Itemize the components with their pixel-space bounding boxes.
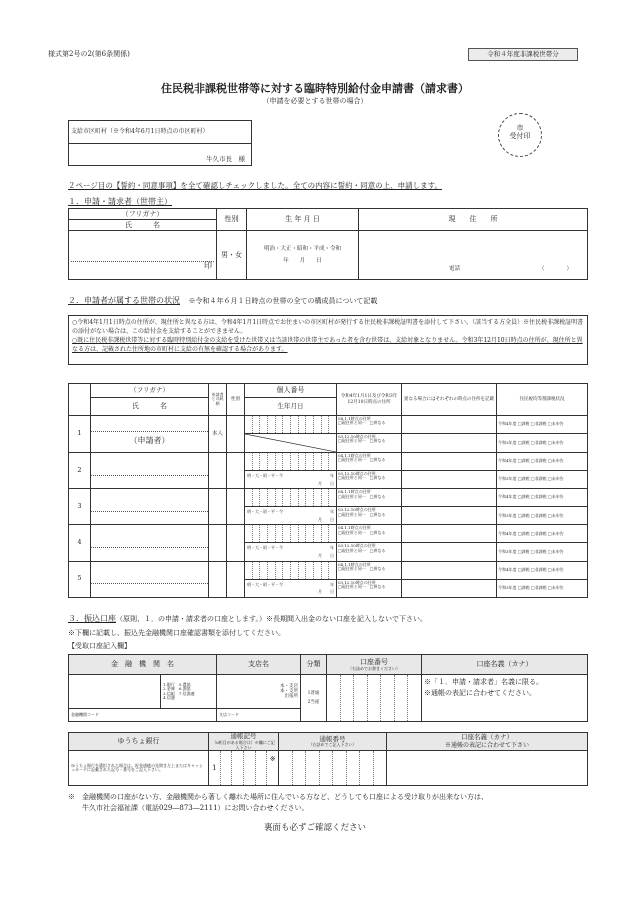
page-subtitle: （申請を必要とする世帯の場合）: [262, 97, 368, 105]
stamp-line-2: 受付印: [509, 132, 531, 141]
account-type-header: 分類: [301, 655, 327, 675]
household-table: [68, 383, 588, 598]
yucho-symbol-prefix: 1: [209, 751, 221, 785]
addr-r4-same[interactable]: □現住所と同一 □異なる: [338, 457, 386, 463]
tax-r3-opts[interactable]: □課税 □非課税: [517, 512, 547, 518]
address-r4-cell[interactable]: [337, 489, 497, 507]
birth-cell[interactable]: [245, 579, 337, 597]
tax-r4-unfiled[interactable]: □未申告: [547, 458, 564, 464]
acct-header-sub: （右詰めでお書きください）: [348, 665, 400, 671]
md-label: 月 日: [318, 480, 334, 486]
col-furigana: （フリガナ）: [91, 384, 209, 398]
tax-r3-cell[interactable]: [497, 471, 588, 489]
tax-r4-opts[interactable]: □課税 □非課税: [517, 458, 547, 464]
yucho-holder-label: 口座名義（カナ）: [461, 733, 513, 742]
section3-heading-row: [68, 614, 598, 624]
addr-r3-label: 03.12.10時点の住所: [338, 543, 376, 549]
member-relation[interactable]: [209, 525, 227, 561]
account-number-input[interactable]: [327, 675, 422, 722]
confirmation-text: ２ページ目の【誓約・同意事項】を全て確認しチェックしました。全ての内容に誓約・同意の上、申請します。: [68, 181, 443, 190]
my-number-cell[interactable]: [245, 453, 337, 471]
addr-r4-same[interactable]: □現住所と同一 □異なる: [338, 420, 386, 426]
member-name-cell[interactable]: [91, 525, 209, 561]
footer-note-line-2: 牛久市社会福祉課（電話029―873―2111）にお問い合わせください。: [82, 803, 309, 812]
col-mynumber: 個人番号: [245, 384, 337, 398]
addr-r4-same[interactable]: □現住所と同一 □異なる: [338, 529, 386, 535]
member-name-cell[interactable]: [91, 416, 209, 453]
yucho-number-header: [279, 733, 387, 751]
addr-r3-same[interactable]: □現住所と同一 □異なる: [338, 547, 386, 553]
tax-r4-cell[interactable]: [497, 416, 588, 434]
yucho-symbol-input[interactable]: [209, 751, 279, 786]
tax-r4-unfiled[interactable]: □未申告: [547, 530, 564, 536]
era-options: 明・大・昭・平・令: [247, 473, 283, 478]
addr-r3-same[interactable]: □現住所と同一 □異なる: [338, 511, 386, 517]
yucho-holder-sub: ※通帳の表記に合わせて下さい: [444, 741, 529, 749]
birth-cell[interactable]: [245, 543, 337, 561]
addr-r3-label: 03.12.10時点の住所: [338, 579, 376, 585]
birth-header: 生 年 月 日: [247, 209, 359, 231]
addr-r3-same[interactable]: □現住所と同一 □異なる: [338, 438, 386, 444]
section3-heading: ３．振込口座: [68, 614, 116, 623]
tax-r4-opts[interactable]: □課税 □非課税: [517, 566, 547, 572]
addr-r4-label: 04.1.1時点の住所: [338, 489, 371, 495]
row-number: 3: [69, 489, 91, 525]
birth-cell[interactable]: [245, 507, 337, 525]
applicant-marker: （申請者）: [129, 436, 170, 446]
yucho-holder-header: [387, 733, 588, 751]
account-box-label: 【受取口座記入欄】: [68, 642, 131, 650]
municipality-label: 支給市区町村（※令和4年6月1日時点の市区町村）: [69, 121, 251, 144]
name-header: 氏 名: [69, 220, 217, 231]
yucho-symbol-sub: （6桁目がある場合は）※欄にご記入下さい: [212, 740, 275, 750]
page-title: 住民税非課税世帯等に対する臨時特別給付金申請書（請求書）: [161, 82, 469, 95]
addr-r3-same[interactable]: □現住所と同一 □異なる: [338, 475, 386, 481]
section2-heading: ２．申請者が属する世帯の状況: [68, 296, 180, 305]
row-number: 5: [69, 561, 91, 597]
tax-r4-unfiled[interactable]: □未申告: [547, 566, 564, 572]
tax-r3-label: 令和3年度: [498, 512, 517, 518]
member-relation[interactable]: [209, 561, 227, 597]
branch-type-options[interactable]: 本・支店 本・支所 出張所: [217, 675, 301, 709]
yucho-table: [68, 732, 588, 786]
fiscal-year-badge: 令和４年度非課税世帯分: [468, 48, 578, 61]
bank-code-input[interactable]: 金融機関コード: [69, 709, 217, 722]
era-options: 明・大・昭・平・令: [247, 581, 283, 587]
addr-r3-label: 03.12.10時点の住所: [338, 434, 376, 439]
col-address: 令和4年1月1日及び令和3年12月10日時点の住所: [337, 384, 402, 416]
bank-name-header: 金 融 機 関 名: [69, 655, 217, 675]
reception-stamp: [498, 113, 542, 157]
addr-r4-label: 04.1.1時点の住所: [338, 453, 371, 458]
yucho-holder-input[interactable]: [387, 751, 588, 786]
addr-r4-same[interactable]: □現住所と同一 □異なる: [338, 565, 386, 571]
year-label: 年: [330, 545, 334, 551]
bank-name-input[interactable]: [69, 675, 161, 709]
tax-r4-cell[interactable]: [497, 453, 588, 471]
tax-r3-unfiled[interactable]: □未申告: [547, 548, 564, 554]
md-label: 月 日: [318, 589, 334, 595]
md-label: 月 日: [318, 552, 334, 558]
tax-r4-unfiled[interactable]: □未申告: [547, 421, 564, 427]
member-sex[interactable]: [227, 489, 245, 525]
era-options: 明・大・昭・平・令: [247, 545, 283, 551]
tax-r3-opts[interactable]: □課税 □非課税: [517, 439, 547, 445]
applicant-table: [68, 208, 588, 280]
my-number-cell[interactable]: [245, 525, 337, 543]
tax-r3-cell[interactable]: [497, 543, 588, 561]
section2-info-box: [68, 315, 588, 365]
info-paragraph-1: ○令和4年1月1日時点の住所が、現住所と異なる方は、令和4年1月1日時点でお住まいの市区町村が発行する住民税非課税証明書を添付して下さい。（該当する方全員）※住民税非課税証明書の添付がない場合は、この給付金を支給することができません。: [72, 319, 584, 335]
row-number: 4: [69, 525, 91, 561]
holder-note-1: ※「１．申請・請求者」名義に限る。: [424, 678, 543, 686]
tax-r3-label: 令和3年度: [498, 476, 517, 482]
row-number: 1: [69, 416, 91, 453]
stamp-line-1: 市: [516, 124, 524, 132]
addr-r4-label: 04.1.1時点の住所: [338, 525, 371, 531]
yucho-number-input[interactable]: [279, 751, 387, 786]
bank-type-options[interactable]: 1.銀行 5.農協 2.金庫 6.漁協 3.信組 7.信漁連 4.信連: [161, 675, 217, 709]
md-label: 月 日: [318, 516, 334, 522]
tax-r4-cell[interactable]: [497, 561, 588, 579]
member-sex[interactable]: [227, 416, 245, 453]
section3-heading-rest: （原則、１．の申請・請求者の口座とします。）※長期間入出金のない口座を記入しないで下さい。: [116, 615, 427, 623]
footer-note-line-1: ※ 金融機関の口座がない方、金融機関から著しく離れた場所に住んでいる方など、どうしても口座による受け取りが出来ない方は、: [68, 793, 488, 801]
applicant-furigana-line: [71, 248, 214, 262]
birth-cell[interactable]: [245, 471, 337, 489]
birth-na-slash: [245, 434, 336, 452]
addr-r4-same[interactable]: □現住所と同一 □異なる: [338, 493, 386, 499]
tax-r4-label: 令和4年度: [498, 494, 517, 500]
tax-r3-opts[interactable]: □課税 □非課税: [517, 476, 547, 482]
address-r4-cell[interactable]: [337, 525, 497, 543]
my-number-cell[interactable]: [245, 489, 337, 507]
birth-cell[interactable]: [247, 231, 359, 280]
yucho-symbol-star: ※: [269, 755, 276, 764]
phone-label: 電話: [449, 266, 461, 273]
col-tax: 住民税均等割課税状況: [497, 384, 588, 416]
yucho-symbol-header: [209, 733, 279, 751]
tax-r4-cell[interactable]: [497, 489, 588, 507]
tax-r3-unfiled[interactable]: □未申告: [547, 512, 564, 518]
my-number-cell[interactable]: [245, 561, 337, 579]
col-name: 氏 名: [91, 398, 209, 416]
member-sex[interactable]: [227, 525, 245, 561]
year-label: 年: [330, 473, 334, 478]
era-options: 明治・大正・昭和・平成・令和: [263, 245, 341, 252]
section2-note: ※令和４年６月１日時点の世帯の全ての構成員について記載: [188, 297, 378, 305]
tax-r3-label: 令和3年度: [498, 439, 517, 445]
tax-r3-unfiled[interactable]: □未申告: [547, 584, 564, 590]
yucho-number-sub: （右詰めでご記入下さい）: [308, 742, 357, 748]
holder-note-2: ※通帳の表記に合わせてください。: [424, 688, 536, 697]
my-number-cell[interactable]: [245, 416, 337, 434]
address-r3-cell[interactable]: [337, 579, 497, 597]
current-address-cell[interactable]: [359, 231, 588, 280]
era-options: 明・大・昭・平・令: [247, 509, 283, 515]
address-header: 現 住 所: [359, 209, 588, 231]
addr-r4-label: 04.1.1時点の住所: [338, 416, 371, 421]
member-name-cell[interactable]: [91, 453, 209, 489]
address-r4-cell[interactable]: [337, 453, 497, 471]
col-sex: 性別: [227, 384, 245, 416]
address-r3-cell[interactable]: [337, 543, 497, 561]
tax-r4-opts[interactable]: □課税 □非課税: [517, 421, 547, 427]
tax-r3-opts[interactable]: □課税 □非課税: [517, 548, 547, 554]
tax-r4-label: 令和4年度: [498, 566, 517, 572]
col-birth: 生年月日: [245, 398, 337, 416]
sex-header: 性別: [217, 209, 247, 231]
tax-r4-unfiled[interactable]: □未申告: [547, 494, 564, 500]
sex-select[interactable]: 男・女: [217, 231, 247, 280]
year-label: 年: [330, 509, 334, 515]
relation-self: 本人: [209, 416, 227, 453]
tax-r4-cell[interactable]: [497, 525, 588, 543]
account-holder-input[interactable]: [422, 675, 588, 722]
member-relation[interactable]: [209, 453, 227, 489]
phone-paren: （ ）: [539, 266, 573, 273]
member-sex[interactable]: [227, 453, 245, 489]
tax-r3-unfiled[interactable]: □未申告: [547, 476, 564, 482]
acct-header-label: 口座番号: [360, 658, 388, 667]
back-page-note: 裏面も必ずご確認ください: [263, 823, 366, 833]
address-r4-cell[interactable]: [337, 561, 497, 579]
yucho-number-label: 通帳番号: [319, 734, 346, 743]
municipality-box: [68, 120, 252, 166]
branch-name-header: 支店名: [217, 655, 301, 675]
address-r3-cell[interactable]: [337, 471, 497, 489]
col-number: [69, 384, 91, 416]
tax-r3-cell[interactable]: [497, 434, 588, 453]
tax-r4-label: 令和4年度: [498, 530, 517, 536]
member-name-cell[interactable]: [91, 561, 209, 597]
addr-r3-label: 03.12.10時点の住所: [338, 507, 376, 513]
footer-note: [68, 792, 598, 814]
addr-r4-label: 04.1.1時点の住所: [338, 561, 371, 567]
col-diff: 異なる場合にはそれぞれの時点の住所を記載: [402, 384, 497, 416]
account-number-header: [327, 655, 422, 675]
birth-ymd: 年 月 日: [283, 258, 322, 264]
member-relation[interactable]: [209, 489, 227, 525]
member-sex[interactable]: [227, 561, 245, 597]
yucho-header: ゆうちょ銀行: [69, 733, 209, 751]
year-label: 年: [330, 581, 334, 587]
birth-cell-row1: [245, 434, 337, 453]
form-number: 様式第2号の2(第6条関係): [48, 50, 130, 58]
tax-r4-label: 令和4年度: [498, 458, 517, 464]
col-relation: 申請者との続柄: [209, 384, 227, 416]
yucho-symbol-label: 通帳記号: [230, 732, 257, 741]
yucho-instruction: ゆうちょ銀行を選択された場合は、貯金通帳の見開き左上またはキャッシュカードに記載された記号・番号をご記入下さい。: [69, 751, 209, 786]
section2-heading-row: [68, 296, 377, 306]
section3-note: ※下欄に記載し、振込先金融機関口座確認書類を添付してください。: [68, 629, 285, 637]
tax-r3-cell[interactable]: [497, 507, 588, 525]
tax-r4-opts[interactable]: □課税 □非課税: [517, 494, 547, 500]
row-number: 2: [69, 453, 91, 489]
address-r3-cell[interactable]: [337, 434, 497, 453]
addr-r3-same[interactable]: □現住所と同一 □異なる: [338, 583, 386, 589]
member-name-cell[interactable]: [91, 489, 209, 525]
tax-r3-cell[interactable]: [497, 579, 588, 597]
section1-heading: １．申請・請求者（世帯主）: [68, 197, 172, 206]
tax-r4-label: 令和4年度: [498, 421, 517, 427]
addr-r3-label: 03.12.10時点の住所: [338, 471, 376, 476]
tax-r3-unfiled[interactable]: □未申告: [547, 439, 564, 445]
seal-mark: 印: [204, 261, 212, 271]
tax-r3-label: 令和3年度: [498, 584, 517, 590]
address-r3-cell[interactable]: [337, 507, 497, 525]
account-type-options[interactable]: 1普通 2当座: [301, 675, 327, 722]
info-paragraph-2: ○既に住民税非課税世帯等に対する臨時特別給付金の支給を受けた世帯又は当該世帯の世帯主であった者を含む世帯は、支給対象となりません。令和3年12月10日時点の住所が、現住所と異なる方は、記載された住所地の市町村に支給の有無を確認する場合があります。: [72, 337, 583, 353]
branch-code-input[interactable]: 支店コード: [217, 709, 301, 722]
applicant-name-cell[interactable]: [69, 231, 217, 280]
account-holder-header: 口座名義（カナ）: [422, 655, 588, 675]
tax-r3-opts[interactable]: □課税 □非課税: [517, 584, 547, 590]
mayor-label: 牛久市長 様: [206, 155, 245, 163]
tax-r3-label: 令和3年度: [498, 548, 517, 554]
tax-r4-opts[interactable]: □課税 □非課税: [517, 530, 547, 536]
furigana-header: （フリガナ）: [69, 209, 217, 220]
address-r4-cell[interactable]: [337, 416, 497, 434]
bank-account-table: [68, 654, 588, 722]
